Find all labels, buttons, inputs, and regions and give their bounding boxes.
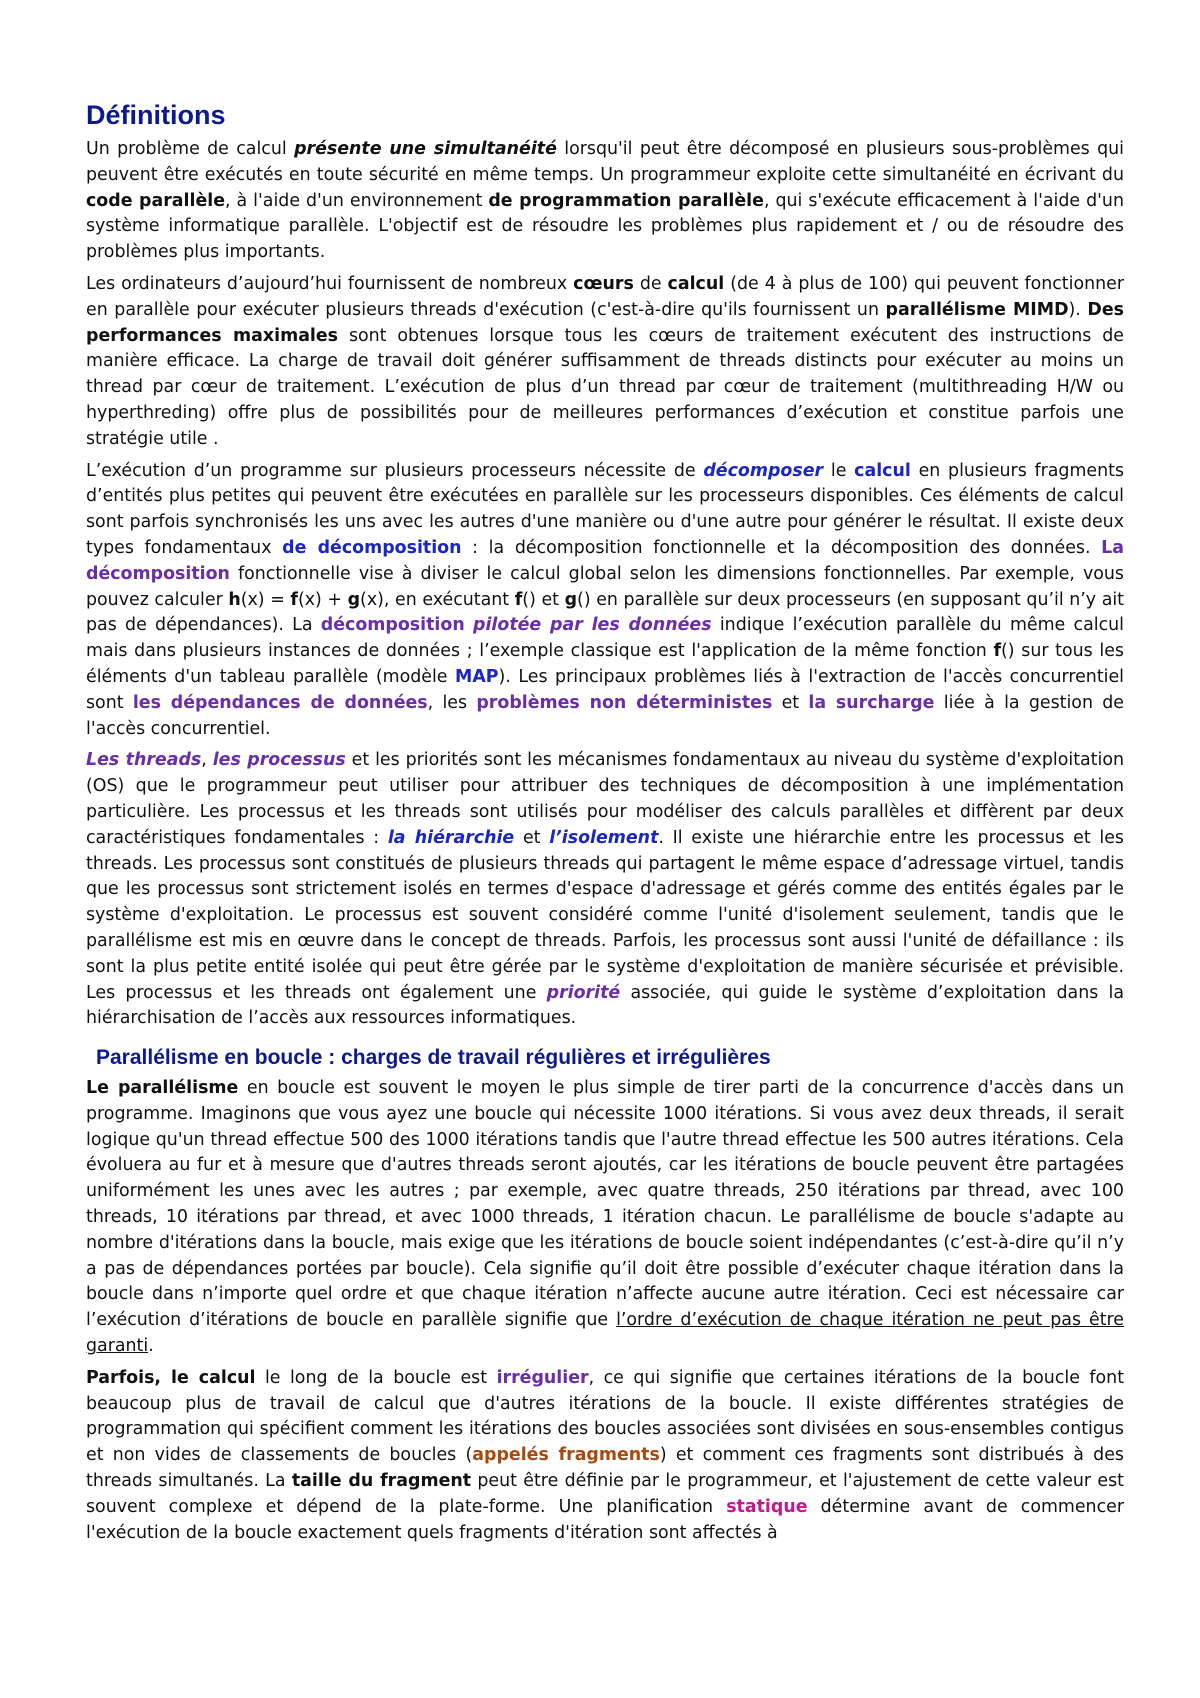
term-la-hierarchie: la hiérarchie — [387, 827, 515, 848]
term-calcul: calcul — [667, 273, 725, 294]
paragraph-simultaneite: Un problème de calcul présente une simultanéité lorsqu'il peut être décomposé en plusieurs sous-problèmes qui peuvent être exécutés en toute sécurité en même temps. Un programmeur exploite cette simultanéité en écrivant du code parallèle, à l'aide d'un environnement de programmation parallèle, qui s'exécute efficacement à l'aide d'un système informatique parallèle. L'objectif est de résoudre les problèmes plus rapidement et / ou de résoudre des problèmes plus importants. — [86, 139, 1124, 263]
term-decomposer: décomposer — [703, 460, 824, 481]
term-programmation-parallele: de programmation parallèle — [488, 190, 764, 211]
term-les-threads: Les threads — [86, 750, 202, 771]
term-de-decomposition: de décomposition — [282, 537, 462, 558]
term-map: MAP — [455, 666, 499, 687]
paragraph-calcul-irregulier: Parfois, le calcul le long de la boucle est irrégulier, ce qui signifie que certaines itérations de la boucle font beaucoup plus de travail de calcul que d'autres itérations de la boucle. Il existe différentes stratégies de programmation qui spécifient comment les itérations des boucles associées sont divisées en sous-ensembles contigus et non vides de classements de boucles (appelés fragments) et comment ces fragments sont distribués à des threads simultanés. La taille du fragment peut être définie par le programmeur, et l'ajustement de cette valeur est souvent complexe et dépend de la plate-forme. Une planification statique détermine avant de commencer l'exécution de la boucle exactement quels fragments d'itération sont affectés à — [86, 1367, 1125, 1543]
term-parfois-le-calcul: Parfois, le calcul — [86, 1367, 256, 1388]
term-l-isolement: l’isolement — [549, 827, 659, 848]
term-presente-simultaneite: présente une simultanéité — [294, 139, 557, 159]
term-performances-maximales: Des performances maximales — [86, 299, 1124, 346]
term-irregulier: irrégulier — [496, 1367, 589, 1388]
paragraph-threads-processus: Les threads, les processus et les priorités sont les mécanismes fondamentaux au niveau du système d'exploitation (OS) que le programmeur peut utiliser pour attribuer des techniques de décomposition à une implémentation particulière. Les processus et les threads sont utilisés pour modéliser des calculs parallèles et diffèrent par deux caractéristiques fondamentales : la hiérarchie et l’isolement. Il existe une hiérarchie entre les processus et les threads. Les processus sont constitués de plusieurs threads qui partagent le même espace d’adressage virtuel, tandis que les processus sont strictement isolés en termes d'espace d'adressage et gérés comme des entités égales par le système d'exploitation. Le processus est souvent considéré comme l'unité d'isolement seulement, tandis que le parallélisme est mis en œuvre dans le concept de threads. Parfois, les processus sont aussi l'unité de défaillance : ils sont la plus petite entité isolée qui peut être gérée par le système d'exploitation de manière sécurisée et prévisible. Les processus et les threads ont également une priorité associée, qui guide le système d’exploitation dans la hiérarchisation de l’accès aux ressources informatiques. — [86, 750, 1124, 1029]
term-problemes-non-deterministes: problèmes non déterministes — [476, 692, 773, 713]
paragraph-ordinateurs: Les ordinateurs d’aujourd’hui fournissent de nombreux cœurs de calcul (de 4 à plus de 100) qui peuvent fonctionner en parallèle pour exécuter plusieurs threads d'exécution (c'est-à-dire qu'ils fournissent un parallélisme MIMD). Des performances maximales sont obtenues lorsque tous les cœurs de traitement exécutent des instructions de manière efficace. La charge de travail doit générer suffisamment de threads distincts pour exécuter au moins un thread par cœur de traitement. L’exécution de plus d’un thread par cœur de traitement (multithreading H/W ou hyperthreding) offre plus de possibilités pour de meilleures performances d’exécution et constitue parfois une stratégie utile . — [86, 273, 1125, 449]
term-la-surcharge: la surcharge — [808, 692, 935, 713]
heading-definitions: Définitions — [86, 100, 226, 130]
term-pilotee-donnees: pilotée par les données — [473, 615, 712, 636]
paragraph-parallelisme-boucle: Le parallélisme en boucle est souvent le moyen le plus simple de tirer parti de la concurrence d'accès dans un programme. Imaginons que vous ayez une boucle qui nécessite 1000 itérations. Si vous avez deux threads, il serait logique qu'un thread effectue 500 des 1000 itérations tandis que l'autre thread effectue les 500 autres itérations. Cela évoluera au fur et à mesure que d'autres threads seront ajoutés, car les itérations de boucle peuvent être partagées uniformément les unes avec les autres ; par exemple, avec quatre threads, 250 itérations par thread, avec 100 threads, 10 itérations par thread, et avec 1000 threads, 1 itération chacun. Le parallélisme de boucle s'adapte au nombre d'itérations dans la boucle, mais exige que les itérations de boucle soient indépendantes (c’est-à-dire qu’il n’y a pas de dépendances portées par boucle). Cela signifie qu’il doit être possible d’exécuter chaque itération dans la boucle dans n’importe quel ordre et que chaque itération n’affecte aucune autre itération. Ceci est nécessaire car l’exécution d’itérations de boucle en parallèle signifie que l’ordre d’exécution de chaque itération ne peut pas être garanti. — [86, 1078, 1124, 1357]
paragraph-decomposition: L’exécution d’un programme sur plusieurs processeurs nécessite de décomposer le calcul en plusieurs fragments d’entités plus petites qui peuvent être exécutées en parallèle sur les processeurs disponibles. Ces éléments de calcul sont parfois synchronisés les uns avec les autres d'une manière ou d'une autre pour générer le résultat. Il existe deux types fondamentaux de décomposition : la décomposition fonctionnelle et la décomposition des données. La décomposition fonctionnelle vise à diviser le calcul global selon les dimensions fonctionnelles. Par exemple, vous pouvez calculer h(x) = f(x) + g(x), en exécutant f() et g() en parallèle sur deux processeurs (en supposant qu’il n’y ait pas de dépendances). La décomposition pilotée par les données indique l’exécution parallèle du même calcul mais dans plusieurs instances de données ; l’exemple classique est l'application de la même fonction f() sur tous les éléments d'un tableau parallèle (modèle MAP). Les principaux problèmes liés à l'extraction de l'accès concurrentiel sont les dépendances de données, les problèmes non déterministes et la surcharge liée à la gestion de l'accès concurrentiel. — [86, 460, 1125, 739]
term-les-processus: les processus — [212, 750, 346, 771]
term-statique: statique — [726, 1496, 808, 1517]
term-calcul-blue: calcul — [854, 460, 911, 481]
heading-parallelisme-boucle: Parallélisme en boucle : charges de travail régulières et irrégulières — [96, 1046, 771, 1070]
term-coeurs: cœurs — [573, 273, 634, 294]
term-priorite: priorité — [546, 982, 621, 1003]
term-decomposition: décomposition — [320, 615, 465, 636]
term-dependances-donnees: les dépendances de données — [132, 692, 428, 713]
term-parallelisme-mimd: parallélisme MIMD — [885, 299, 1069, 320]
term-code-parallele: code parallèle — [86, 190, 225, 211]
term-le-parallelisme: Le parallélisme — [86, 1078, 239, 1099]
term-appeles-fragments: appelés fragments — [472, 1445, 660, 1466]
term-taille-fragment: taille du fragment — [291, 1471, 472, 1492]
term-la-decomposition: La décomposition — [86, 537, 1124, 584]
underlined-ordre-execution: l’ordre d’exécution de chaque itération ne peut pas être garanti — [86, 1310, 1124, 1357]
